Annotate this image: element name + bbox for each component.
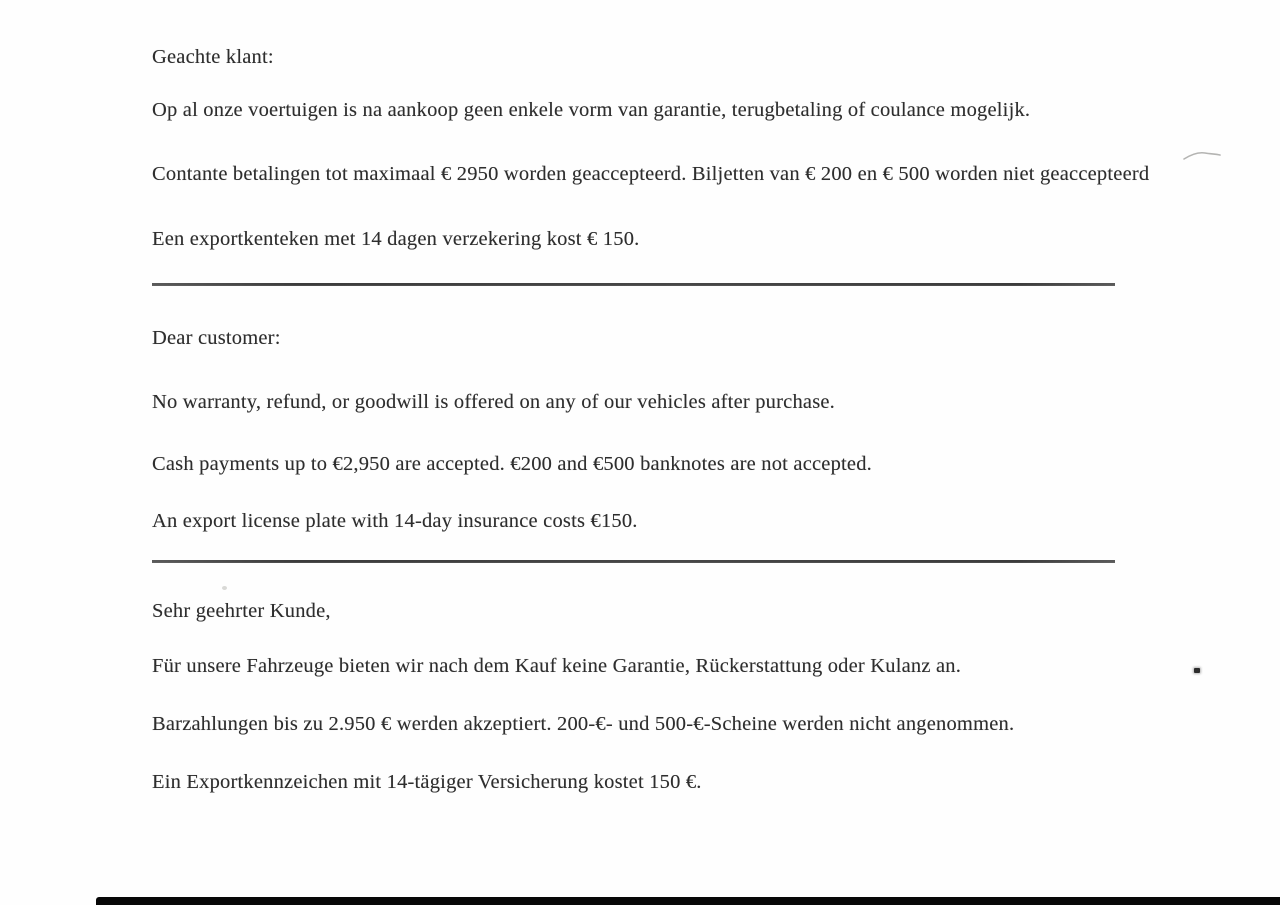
section-german: [152, 599, 1220, 795]
paragraph-english-cash: Cash payments up to €2,950 are accepted. €200 and €500 banknotes are not accepted.: [152, 453, 873, 475]
section-dutch: [152, 45, 1220, 252]
separator-line-2: [152, 560, 1115, 563]
greeting-english: Dear customer:: [152, 327, 281, 349]
faint-smudge-artifact: [222, 586, 227, 590]
paragraph-german-export-plate: Ein Exportkennzeichen mit 14-tägiger Versicherung kostet 150 €.: [152, 771, 702, 793]
separator-line-1: [152, 283, 1115, 286]
greeting-german: Sehr geehrter Kunde,: [152, 600, 331, 622]
ink-speck-artifact: [1194, 668, 1200, 673]
paragraph-english-export-plate: An export license plate with 14-day insurance costs €150.: [152, 510, 638, 532]
paragraph-german-cash: Barzahlungen bis zu 2.950 € werden akzeptiert. 200-€- und 500-€-Scheine werden nicht angenommen.: [152, 713, 1015, 735]
pen-squiggle-artifact: [1183, 149, 1221, 163]
paragraph-dutch-export-plate: Een exportkenteken met 14 dagen verzekering kost € 150.: [152, 228, 640, 250]
paragraph-dutch-cash: Contante betalingen tot maximaal € 2950 worden geaccepteerd. Biljetten van € 200 en € 500 worden niet geaccepteerd: [152, 163, 1150, 185]
greeting-dutch: Geachte klant:: [152, 46, 274, 68]
section-english: [152, 326, 1220, 534]
scanner-edge-bar: [96, 897, 1280, 905]
paragraph-english-warranty: No warranty, refund, or goodwill is offered on any of our vehicles after purchase.: [152, 391, 835, 413]
paragraph-german-warranty: Für unsere Fahrzeuge bieten wir nach dem Kauf keine Garantie, Rückerstattung oder Kulanz an.: [152, 655, 962, 677]
document-content: [152, 45, 1220, 795]
paragraph-dutch-warranty: Op al onze voertuigen is na aankoop geen enkele vorm van garantie, terugbetaling of coulance mogelijk.: [152, 99, 1031, 121]
